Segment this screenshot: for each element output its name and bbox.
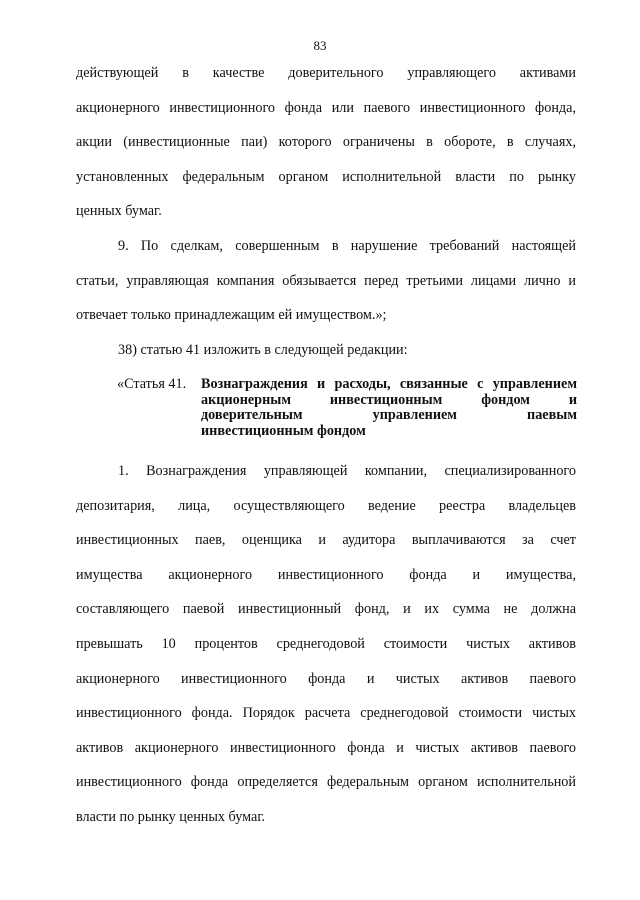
text-line: действующей в качестве доверительного управляющего активами xyxy=(76,65,576,81)
article-title-line: доверительным управлением паевым xyxy=(201,407,577,423)
article-number: «Статья 41. xyxy=(117,376,187,392)
paragraph-continuation xyxy=(76,56,576,229)
text-line: имущества акционерного инвестиционного фонда и имущества, xyxy=(76,566,576,583)
text-line: акционерного инвестиционного фонда и чистых активов паевого xyxy=(76,670,576,687)
text-line: акции (инвестиционные паи) которого ограничены в обороте, в случаях, xyxy=(76,134,576,151)
text-line: инвестиционного фонда определяется федеральным органом исполнительной xyxy=(76,774,576,791)
text-line: депозитария, лица, осуществляющего ведение реестра владельцев xyxy=(76,497,576,514)
text-line: 38) статью 41 изложить в следующей редакции: xyxy=(118,342,408,358)
text-line: власти по рынку ценных бумаг. xyxy=(76,808,266,825)
text-line: установленных федеральным органом исполнительной власти по рынку xyxy=(76,168,576,185)
text-line: 9. По сделкам, совершенным в нарушение требований настоящей xyxy=(118,238,576,254)
article-title-line: Вознаграждения и расходы, связанные с управлением xyxy=(201,376,577,392)
text-line: инвестиционных паев, оценщика и аудитора выплачиваются за счет xyxy=(76,532,576,549)
text-line: инвестиционного фонда. Порядок расчета среднегодовой стоимости чистых xyxy=(76,705,576,722)
text-line: превышать 10 процентов среднегодовой стоимости чистых активов xyxy=(76,635,576,652)
text-line: 1. Вознаграждения управляющей компании, специализированного xyxy=(118,463,576,479)
paragraph-38 xyxy=(76,333,576,368)
text-line: составляющего паевой инвестиционный фонд, и их сумма не должна xyxy=(76,601,576,618)
text-line: акционерного инвестиционного фонда или паевого инвестиционного фонда, xyxy=(76,99,576,116)
text-line: отвечает только принадлежащим ей имуществом.»; xyxy=(76,307,387,324)
article-title-line: акционерным инвестиционным фондом и xyxy=(201,391,577,408)
text-line: статьи, управляющая компания обязывается перед третьими лицами лично и xyxy=(76,272,576,289)
article-title xyxy=(201,377,577,439)
text-line: активов акционерного инвестиционного фонда и чистых активов паевого xyxy=(76,739,576,756)
paragraph-9 xyxy=(76,229,576,333)
article-title-line: инвестиционным фондом xyxy=(201,422,366,439)
paragraph-1 xyxy=(76,454,576,835)
text-line: ценных бумаг. xyxy=(76,203,162,220)
page-number: 83 xyxy=(313,38,327,53)
